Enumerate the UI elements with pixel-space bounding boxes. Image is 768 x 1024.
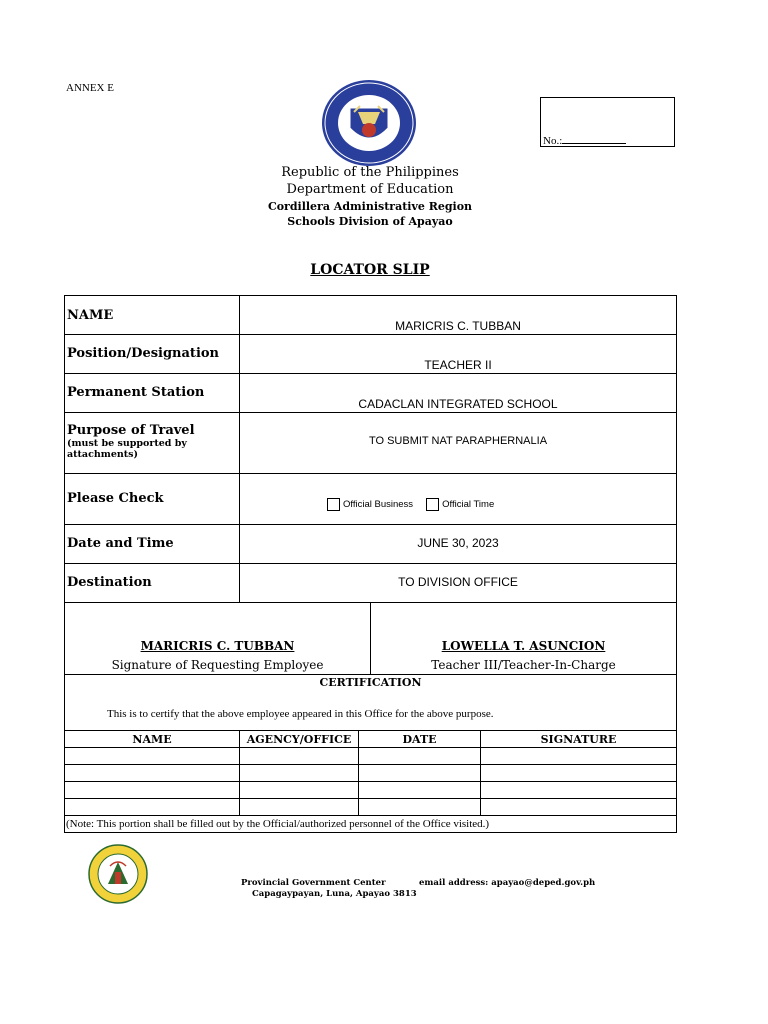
cert-cell[interactable] (359, 765, 481, 782)
purpose-field[interactable] (240, 413, 677, 474)
station-label-cell (65, 374, 240, 413)
cert-cell[interactable] (359, 748, 481, 765)
header-region: Cordillera Administrative Region (267, 200, 473, 213)
position-value: TEACHER II (424, 358, 492, 372)
cert-cell[interactable] (240, 799, 359, 816)
locator-slip-form (64, 295, 677, 731)
number-field[interactable] (543, 134, 626, 147)
check-label: Please Check (67, 491, 164, 506)
purpose-note: (must be supported by attachments) (67, 438, 187, 460)
check-options (240, 474, 677, 525)
destination-label: Destination (67, 575, 152, 590)
header-republic: Republic of the Philippines (281, 165, 459, 180)
date-field[interactable] (240, 525, 677, 564)
certification-section (65, 675, 677, 731)
date-value: JUNE 30, 2023 (417, 536, 499, 550)
check-label-cell (65, 474, 240, 525)
certification-text: This is to certify that the above employee appeared in this Office for the above purpose. (107, 708, 494, 720)
page-title: LOCATOR SLIP (310, 262, 430, 278)
destination-field[interactable] (240, 564, 677, 603)
annex-label: ANNEX E (66, 82, 114, 94)
approver-signature-cell[interactable] (371, 603, 677, 675)
official-business-label: Official Business (343, 499, 414, 510)
purpose-value: TO SUBMIT NAT PARAPHERNALIA (368, 435, 548, 447)
cert-cell[interactable] (240, 765, 359, 782)
name-label: NAME (67, 308, 114, 323)
header-department: Department of Education (286, 182, 454, 197)
purpose-label: Purpose of Travel (67, 423, 195, 438)
table-row (65, 765, 677, 782)
number-line (562, 134, 626, 144)
official-business-checkbox[interactable] (327, 498, 340, 511)
header-division: Schools Division of Apayao (287, 215, 453, 228)
destination-label-cell (65, 564, 240, 603)
cert-col-date: DATE (359, 731, 481, 748)
cert-cell[interactable] (240, 782, 359, 799)
position-label: Position/Designation (67, 346, 220, 361)
destination-value: TO DIVISION OFFICE (398, 575, 518, 589)
date-label-cell (65, 525, 240, 564)
station-label: Permanent Station (67, 385, 205, 400)
official-time-checkbox[interactable] (426, 498, 439, 511)
certification-note: (Note: This portion shall be filled out by the Official/authorized personnel of the Office visited.) (65, 816, 677, 833)
approver-role: Teacher III/Teacher-In-Charge (431, 658, 616, 672)
station-field[interactable] (240, 374, 677, 413)
cert-col-agency: AGENCY/OFFICE (240, 731, 359, 748)
certification-table (64, 730, 677, 833)
cert-cell[interactable] (65, 799, 240, 816)
cert-cell[interactable] (240, 748, 359, 765)
cert-cell[interactable] (481, 748, 677, 765)
cert-cell[interactable] (481, 765, 677, 782)
footer-email: email address: apayao@deped.gov.ph (419, 878, 596, 888)
station-value: CADACLAN INTEGRATED SCHOOL (358, 397, 558, 411)
name-value: MARICRIS C. TUBBAN (395, 319, 521, 333)
cert-cell[interactable] (481, 799, 677, 816)
cert-cell[interactable] (359, 799, 481, 816)
purpose-label-cell (65, 413, 240, 474)
cert-col-name: NAME (65, 731, 240, 748)
cert-col-signature: SIGNATURE (481, 731, 677, 748)
certification-title: CERTIFICATION (319, 676, 422, 689)
approver-name: LOWELLA T. ASUNCION (441, 639, 606, 653)
table-row (65, 799, 677, 816)
name-label-cell (65, 296, 240, 335)
table-row (65, 782, 677, 799)
name-field[interactable] (240, 296, 677, 335)
date-label: Date and Time (67, 536, 174, 551)
employee-name: MARICRIS C. TUBBAN (140, 639, 295, 653)
position-field[interactable] (240, 335, 677, 374)
deped-seal-icon (320, 78, 418, 168)
division-logo-icon (88, 844, 148, 904)
official-time-label: Official Time (442, 499, 495, 510)
cert-cell[interactable] (359, 782, 481, 799)
cert-cell[interactable] (65, 748, 240, 765)
employee-role: Signature of Requesting Employee (111, 658, 324, 672)
table-row (65, 748, 677, 765)
footer-address-line1: Provincial Government Center (241, 878, 386, 888)
position-label-cell (65, 335, 240, 374)
footer-address-line2: Capagaypayan, Luna, Apayao 3813 (252, 889, 417, 899)
cert-cell[interactable] (481, 782, 677, 799)
employee-signature-cell[interactable] (65, 603, 371, 675)
cert-cell[interactable] (65, 765, 240, 782)
number-label: No.: (543, 135, 563, 147)
cert-cell[interactable] (65, 782, 240, 799)
